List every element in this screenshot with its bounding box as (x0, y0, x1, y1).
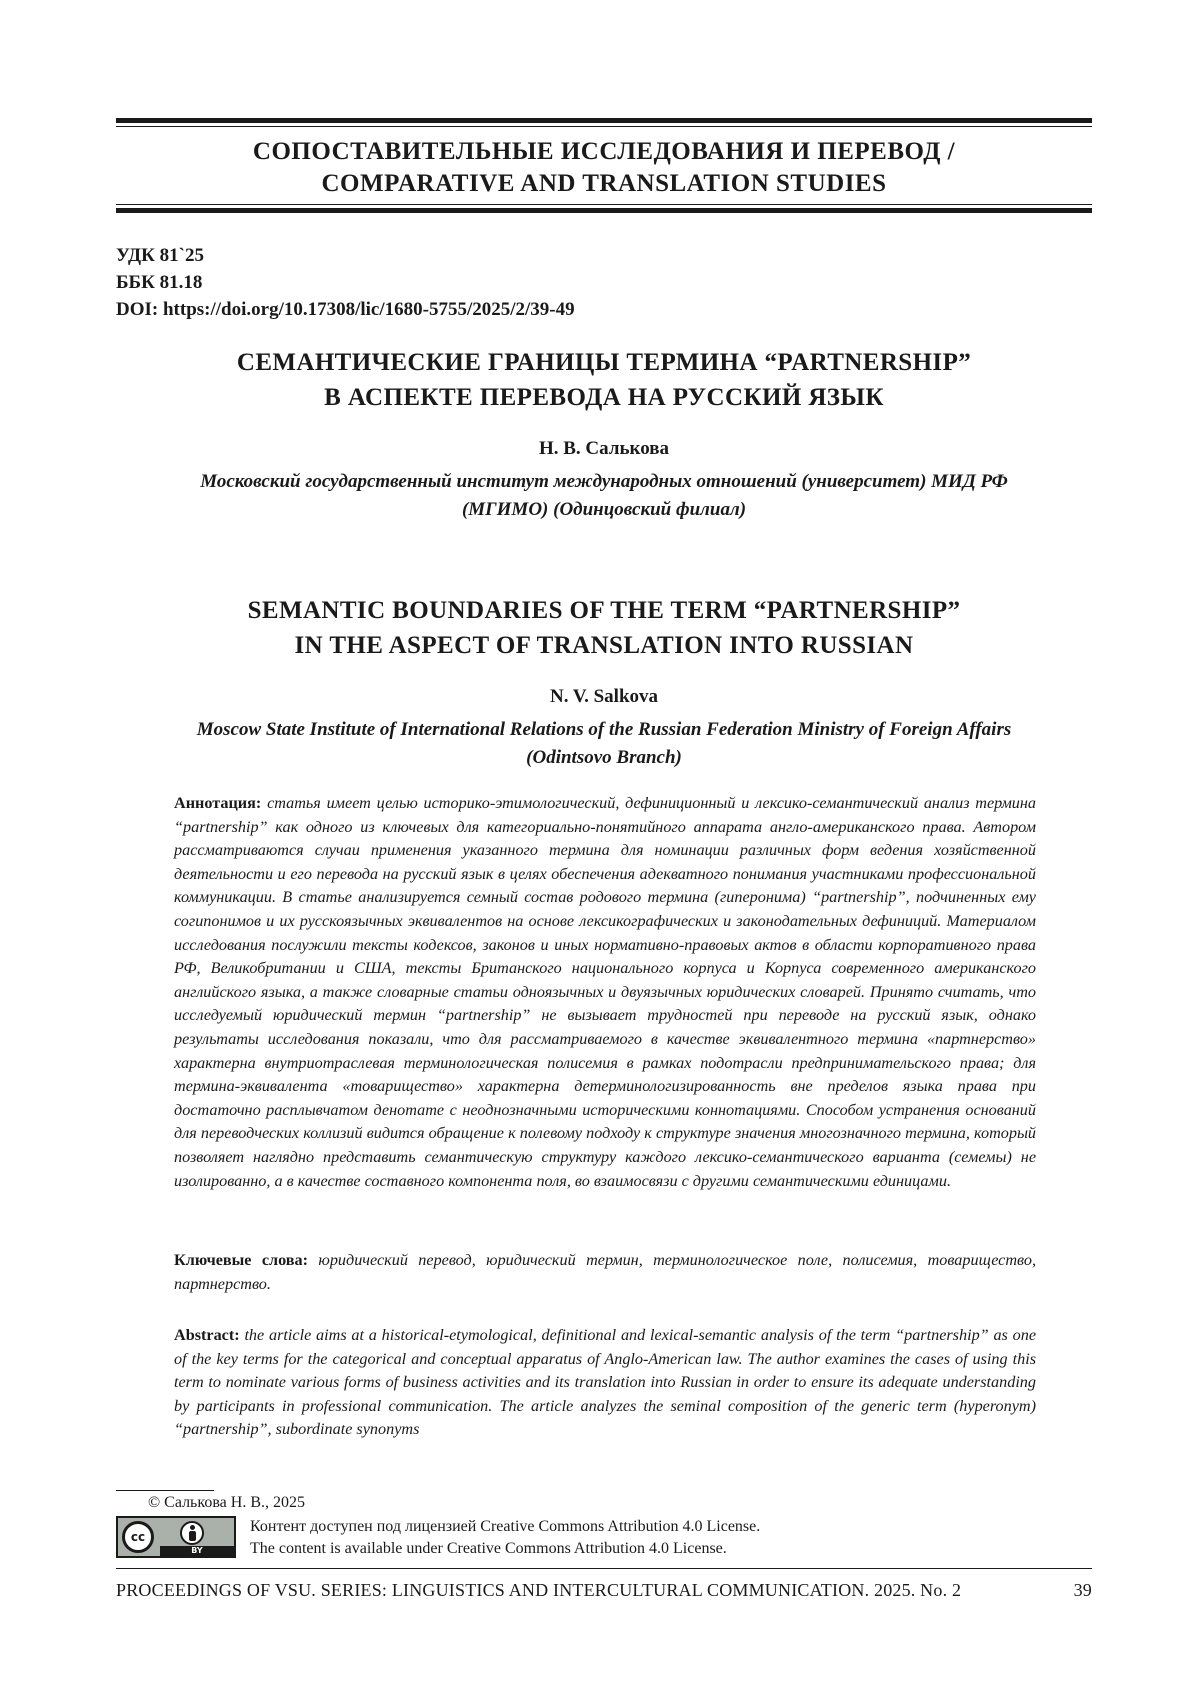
keywords-text: юридический перевод, юридический термин, терминологическое поле, полисемия, товарищество, партнерство. (174, 1251, 1036, 1293)
copyright-note: © Салькова Н. В., 2025 (148, 1492, 305, 1514)
running-footer (116, 1578, 1092, 1602)
ru-title-line1: СЕМАНТИЧЕСКИЕ ГРАНИЦЫ ТЕРМИНА “PARTNERSHIP” (116, 345, 1092, 380)
abstract-label: Abstract: (174, 1326, 240, 1344)
footnote-rule (116, 1490, 214, 1491)
ru-title-line2: В АСПЕКТЕ ПЕРЕВОДА НА РУССКИЙ ЯЗЫК (116, 380, 1092, 415)
header-rule-top-thick (116, 118, 1092, 123)
annotation-text: статья имеет целью историко-этимологический, дефиниционный и лексико-семантический анализ термина “partnership” как одного из ключевых для категориально-понятийного аппарата англо-американского права. Автором рассматриваются случаи применения указанного термина для номинации различных форм ведения хозяйственной деятельности и его перевода на русский язык в целях обеспечения адекватного понимания участниками профессиональной коммуникации. В статье анализируется семный состав родового термина (гиперонима) “partnership”, подчиненных ему согипонимов и их русскоязычных эквивалентов на основе лексикографических и законодательных дефиниций. Материалом исследования послужили тексты кодексов, законов и иных нормативно-правовых актов в области корпоративного права РФ, Великобритании и США, тексты Британского национального корпуса и Корпуса современного американского английского языка, а также словарные статьи одноязычных и двуязычных юридических словарей. Принято считать, что исследуемый юридический термин “partnership” не вызывает трудностей при переводе на русский язык, однако результаты исследования показали, что для рассматриваемого в качестве эквивалентного термина «партнерство» характерна внутриотраслевая терминологическая полисемия в рамках подотрасли предпринимательского права; для термина-эквивалента «товарищество» характерна детерминологизированность вне пределов языка права при достаточно расплывчатом денотате с неоднозначными историческими коннотациями. Способом устранения оснований для переводческих коллизий видится обращение к полевому подходу к структуре значения многозначного термина, который позволяет наглядно представить семантическую структуру каждого лексико-семантического варианта (семемы) не изолированно, а в качестве составного компонента поля, во взаимосвязи с другими семантическими единицами. (174, 794, 1036, 1190)
en-affiliation-line2: (Odintsovo Branch) (116, 744, 1092, 772)
footer-rule (116, 1568, 1092, 1569)
en-affiliation (116, 716, 1092, 772)
header-rule-bottom-thin (116, 204, 1092, 205)
bbk: ББК 81.18 (116, 269, 575, 296)
by-label: BY (160, 1546, 234, 1556)
article-metadata (116, 242, 575, 323)
ru-affiliation-line2: (МГИМО) (Одинцовский филиал) (116, 496, 1092, 524)
attribution-person-icon (180, 1521, 204, 1545)
journal-name: PROCEEDINGS OF VSU. SERIES: LINGUISTICS AND INTERCULTURAL COMMUNICATION. 2025. No. 2 (116, 1580, 961, 1600)
keywords-paragraph (174, 1249, 1036, 1296)
cc-by-license-badge[interactable] (116, 1516, 236, 1558)
license-text (250, 1516, 760, 1560)
header-rule-bottom-thick (116, 208, 1092, 213)
udk: УДК 81`25 (116, 242, 575, 269)
abstract-text: the article aims at a historical-etymological, definitional and lexical-semantic analysis of the term “partnership” as one of the key terms for the categorical and conceptual apparatus of Anglo-American law. The author examines the cases of using this term to nominate various forms of business activities and its translation into Russian in order to ensure its adequate understanding by participants in professional communication. The article analyzes the seminal composition of the generic term (hyperonym) “partnership”, subordinate synonyms (174, 1326, 1036, 1438)
page-number: 39 (1074, 1578, 1092, 1602)
keywords-label: Ключевые слова: (174, 1251, 308, 1269)
section-header-line2: COMPARATIVE AND TRANSLATION STUDIES (116, 168, 1092, 200)
en-title-line2: IN THE ASPECT OF TRANSLATION INTO RUSSIAN (116, 628, 1092, 663)
abstract-paragraph (174, 1324, 1036, 1442)
ru-affiliation (116, 468, 1092, 524)
ru-affiliation-line1: Московский государственный институт международных отношений (университет) МИД РФ (116, 468, 1092, 496)
annotation-label: Аннотация: (174, 794, 261, 812)
en-author: N. V. Salkova (116, 684, 1092, 710)
cc-icon: cc (122, 1521, 154, 1553)
en-title (116, 593, 1092, 663)
section-header-line1: СОПОСТАВИТЕЛЬНЫЕ ИССЛЕДОВАНИЯ И ПЕРЕВОД / (116, 136, 1092, 168)
ru-title (116, 345, 1092, 415)
license-ru: Контент доступен под лицензией Creative Commons Attribution 4.0 License. (250, 1516, 760, 1538)
ru-author: Н. В. Салькова (116, 436, 1092, 462)
doi[interactable]: DOI: https://doi.org/10.17308/lic/1680-5755/2025/2/39-49 (116, 296, 575, 323)
section-header (116, 136, 1092, 200)
annotation-paragraph (174, 792, 1036, 1193)
en-title-line1: SEMANTIC BOUNDARIES OF THE TERM “PARTNERSHIP” (116, 593, 1092, 628)
header-rule-top-thin (116, 126, 1092, 127)
en-affiliation-line1: Moscow State Institute of International Relations of the Russian Federation Ministry of Foreign Affairs (116, 716, 1092, 744)
license-en: The content is available under Creative Commons Attribution 4.0 License. (250, 1538, 760, 1560)
